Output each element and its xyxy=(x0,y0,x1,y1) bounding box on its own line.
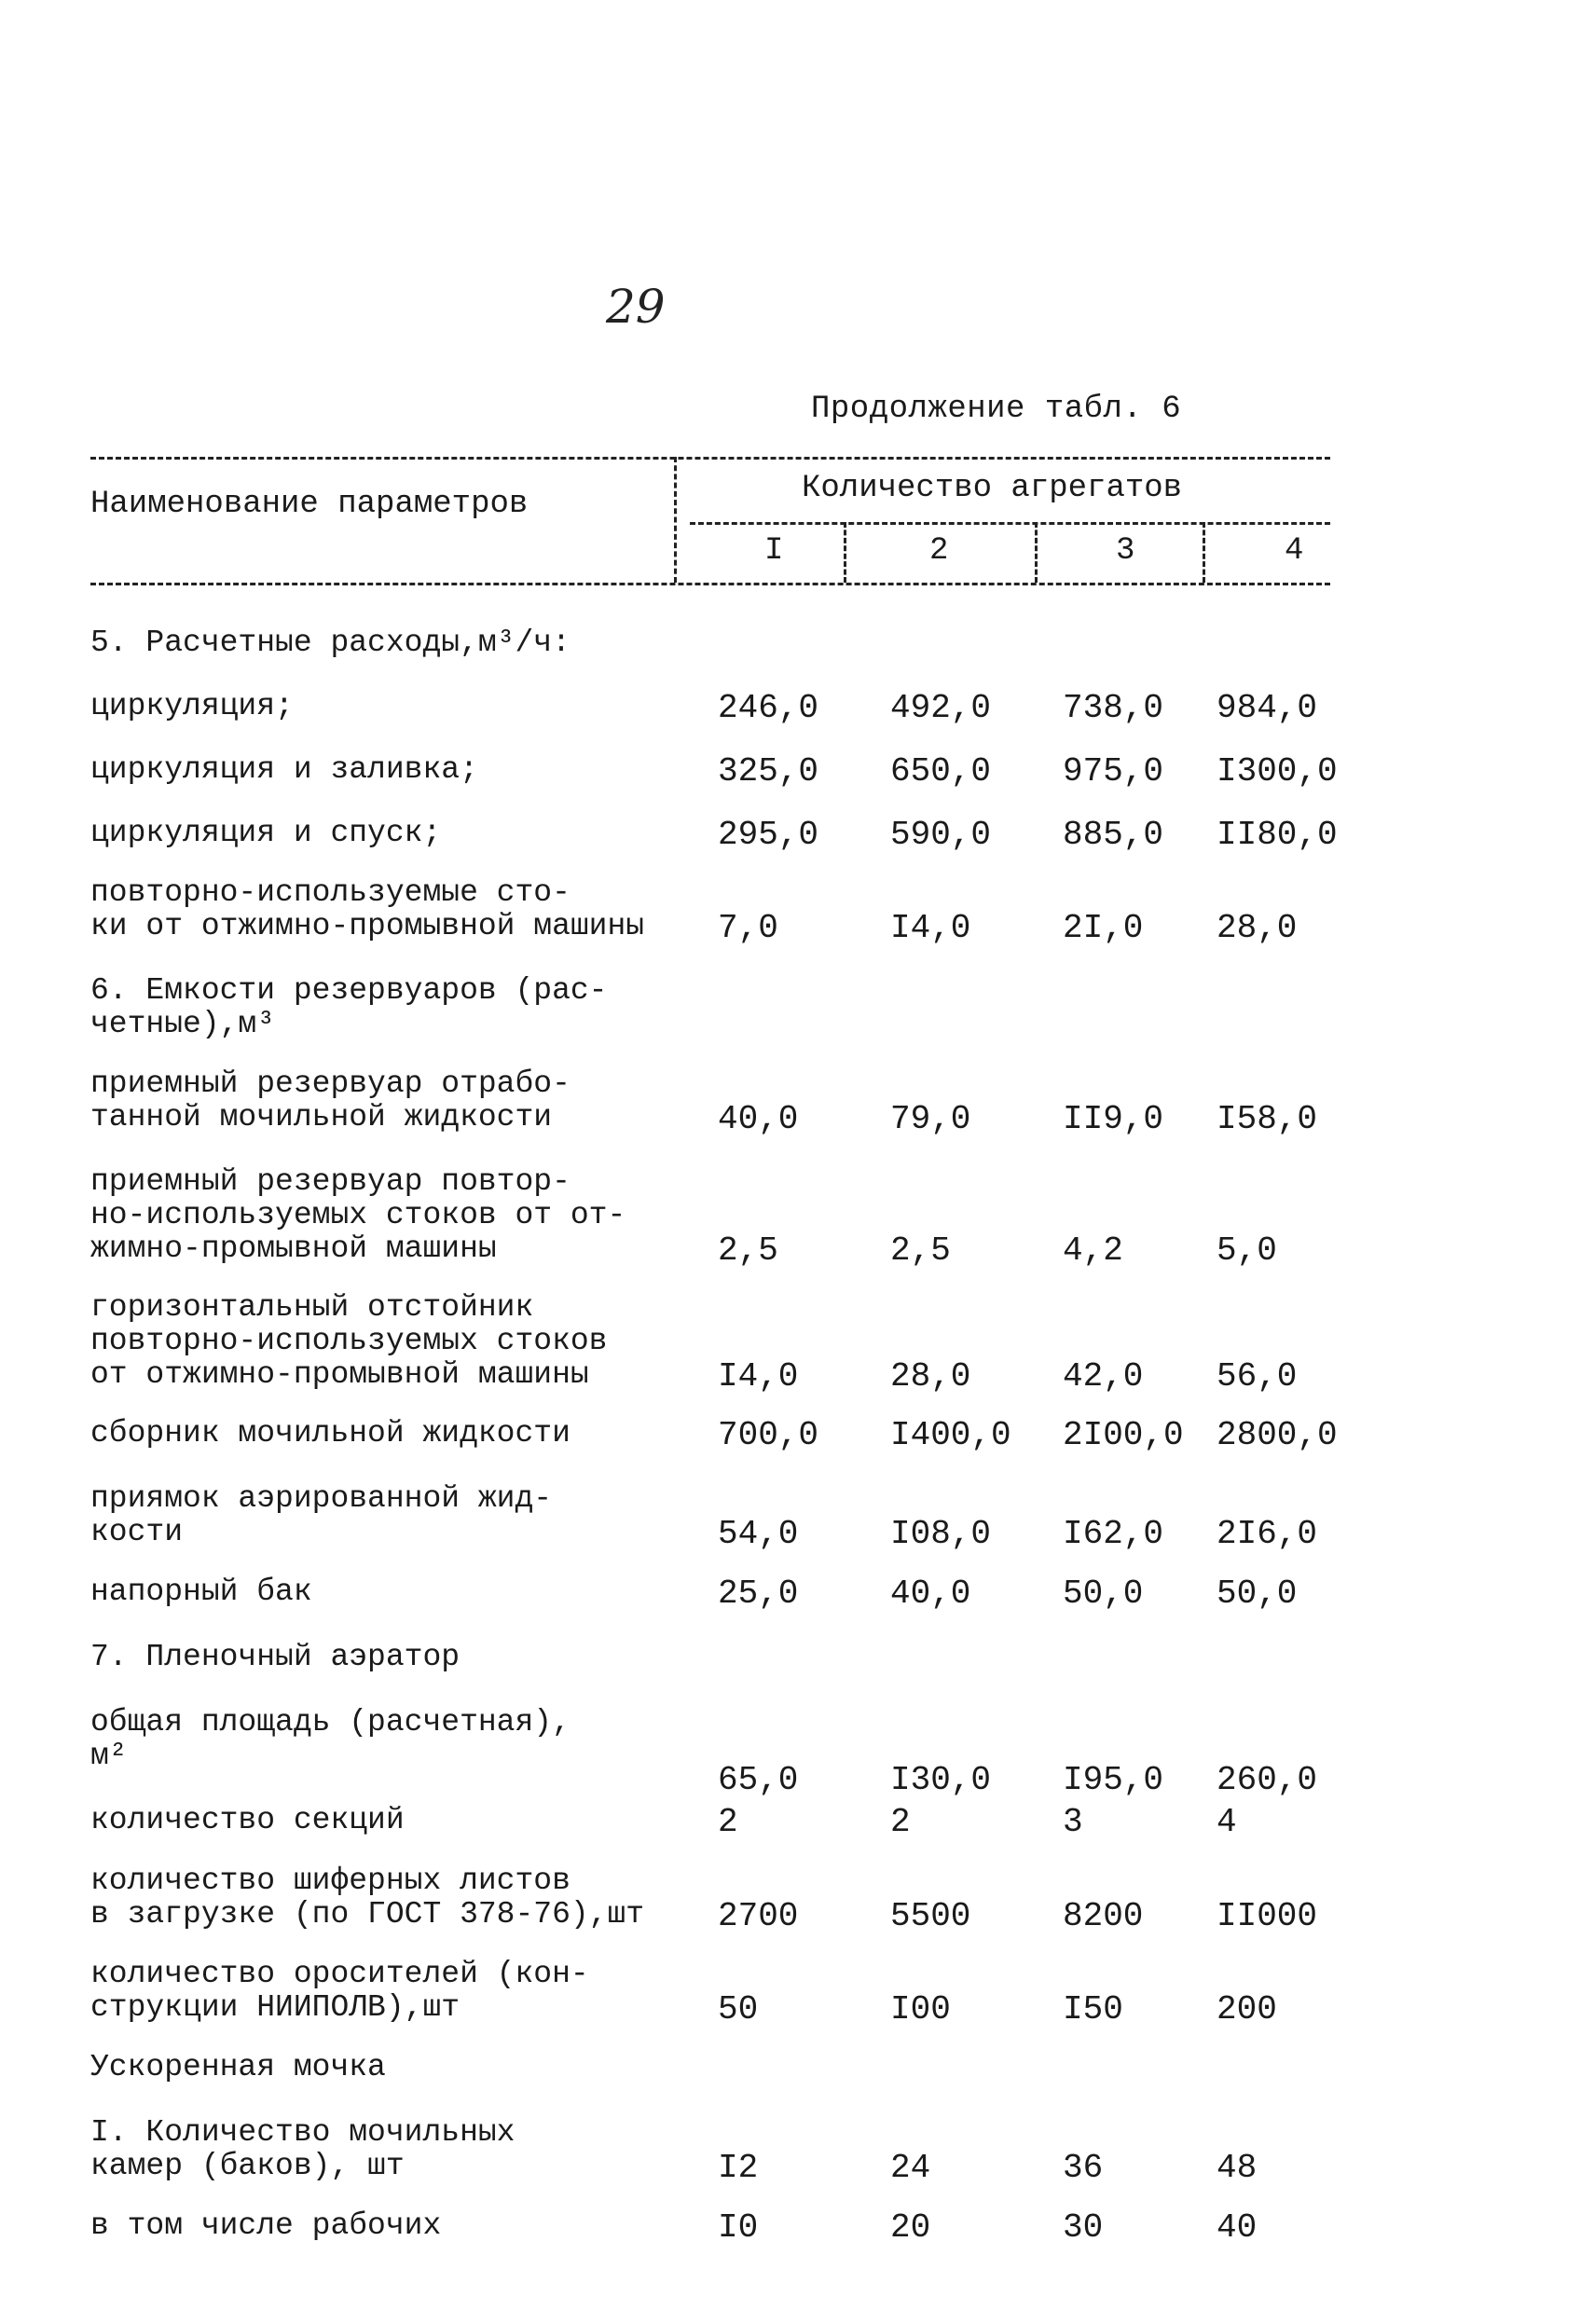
row-label: циркуляция; xyxy=(90,689,294,723)
row-value-col-1: 246,0 xyxy=(718,689,819,727)
row-value-col-4: 48 xyxy=(1217,2149,1258,2187)
row-label: приямок аэрированной жид- кости xyxy=(90,1481,553,1549)
header-mid-rule xyxy=(690,522,1330,525)
row-value-col-1: 50 xyxy=(718,1990,759,2028)
page-number: 29 xyxy=(606,280,666,334)
row-value-col-2: 590,0 xyxy=(890,816,992,854)
row-value-col-2: 650,0 xyxy=(890,752,992,791)
row-label: количество оросителей (кон- струкции НИИПОЛВ),шт xyxy=(90,1957,589,2025)
row-label: циркуляция и спуск; xyxy=(90,816,442,850)
row-value-col-4: 28,0 xyxy=(1217,909,1298,947)
row-value-col-4: 50,0 xyxy=(1217,1575,1298,1613)
row-label: 5. Расчетные расходы,м³/ч: xyxy=(90,626,571,660)
row-value-col-2: I00 xyxy=(890,1990,951,2028)
row-value-col-2: 492,0 xyxy=(890,689,992,727)
col-header-2: 2 xyxy=(929,533,949,569)
row-value-col-2: 2 xyxy=(890,1803,911,1841)
row-label: количество секций xyxy=(90,1803,405,1837)
row-value-col-3: II9,0 xyxy=(1063,1100,1164,1138)
row-value-col-1: I2 xyxy=(718,2149,759,2187)
row-value-col-4: 5,0 xyxy=(1217,1231,1277,1270)
row-value-col-3: 975,0 xyxy=(1063,752,1164,791)
row-label: Ускоренная мочка xyxy=(90,2050,386,2084)
group-column-header: Количество агрегатов xyxy=(802,471,1183,506)
row-value-col-3: 36 xyxy=(1063,2149,1104,2187)
table-continuation-caption: Продолжение табл. 6 xyxy=(811,392,1182,427)
col-header-3: 3 xyxy=(1116,533,1135,569)
row-value-col-1: I0 xyxy=(718,2208,759,2247)
row-value-col-3: I62,0 xyxy=(1063,1515,1164,1553)
row-label: 7. Пленочный аэратор xyxy=(90,1640,461,1674)
row-value-col-3: 42,0 xyxy=(1063,1357,1144,1396)
col-divider-2 xyxy=(1035,522,1038,583)
col-header-1: I xyxy=(764,533,784,569)
row-value-col-3: I95,0 xyxy=(1063,1761,1164,1799)
row-value-col-1: 2 xyxy=(718,1803,738,1841)
row-value-col-4: I300,0 xyxy=(1217,752,1338,791)
row-value-col-4: 2I6,0 xyxy=(1217,1515,1318,1553)
row-value-col-2: 20 xyxy=(890,2208,931,2247)
row-value-col-1: 40,0 xyxy=(718,1100,799,1138)
table-top-rule xyxy=(90,457,1330,460)
row-value-col-1: 700,0 xyxy=(718,1416,819,1454)
row-label: I. Количество мочильных камер (баков), шт xyxy=(90,2115,516,2183)
row-value-col-3: 2I00,0 xyxy=(1063,1416,1184,1454)
row-value-col-2: I400,0 xyxy=(890,1416,1011,1454)
row-value-col-4: 984,0 xyxy=(1217,689,1318,727)
row-value-col-1: 325,0 xyxy=(718,752,819,791)
row-value-col-2: 79,0 xyxy=(890,1100,971,1138)
row-value-col-3: 4,2 xyxy=(1063,1231,1123,1270)
col-divider-1 xyxy=(844,522,846,583)
param-column-header: Наименование параметров xyxy=(90,487,529,522)
header-divider xyxy=(674,457,677,583)
row-value-col-1: 54,0 xyxy=(718,1515,799,1553)
row-value-col-4: II000 xyxy=(1217,1897,1318,1935)
row-label: общая площадь (расчетная), м² xyxy=(90,1705,571,1773)
row-label: сборник мочильной жидкости xyxy=(90,1416,571,1451)
col-divider-3 xyxy=(1203,522,1205,583)
row-value-col-4: 2800,0 xyxy=(1217,1416,1338,1454)
row-value-col-1: 25,0 xyxy=(718,1575,799,1613)
row-label: повторно-используемые сто- ки от отжимно-промывной машины xyxy=(90,875,645,943)
row-value-col-2: 28,0 xyxy=(890,1357,971,1396)
row-value-col-1: 65,0 xyxy=(718,1761,799,1799)
row-label: в том числе рабочих xyxy=(90,2208,442,2243)
row-value-col-3: 2I,0 xyxy=(1063,909,1144,947)
row-value-col-4: 4 xyxy=(1217,1803,1237,1841)
row-value-col-3: 50,0 xyxy=(1063,1575,1144,1613)
row-label: горизонтальный отстойник повторно-используемых стоков от отжимно-промывной машины xyxy=(90,1290,608,1392)
row-value-col-3: 885,0 xyxy=(1063,816,1164,854)
row-value-col-4: II80,0 xyxy=(1217,816,1338,854)
row-value-col-2: I4,0 xyxy=(890,909,971,947)
row-value-col-2: 40,0 xyxy=(890,1575,971,1613)
row-value-col-1: 2700 xyxy=(718,1897,799,1935)
row-label: напорный бак xyxy=(90,1575,312,1609)
row-value-col-2: 24 xyxy=(890,2149,931,2187)
row-value-col-1: I4,0 xyxy=(718,1357,799,1396)
row-value-col-4: 56,0 xyxy=(1217,1357,1298,1396)
row-label: приемный резервуар отрабо- танной мочильной жидкости xyxy=(90,1066,571,1134)
row-value-col-3: 8200 xyxy=(1063,1897,1144,1935)
row-value-col-3: 738,0 xyxy=(1063,689,1164,727)
row-label: циркуляция и заливка; xyxy=(90,752,478,787)
row-label: приемный резервуар повтор- но-используемых стоков от от- жимно-промывной машины xyxy=(90,1164,626,1266)
row-label: 6. Емкости резервуаров (рас- четные),м³ xyxy=(90,973,608,1041)
col-header-4: 4 xyxy=(1285,533,1304,569)
row-value-col-3: 30 xyxy=(1063,2208,1104,2247)
row-value-col-4: 40 xyxy=(1217,2208,1258,2247)
row-value-col-3: I50 xyxy=(1063,1990,1123,2028)
row-label: количество шиферных листов в загрузке (по ГОСТ 378-76),шт xyxy=(90,1863,645,1932)
row-value-col-4: I58,0 xyxy=(1217,1100,1318,1138)
row-value-col-4: 200 xyxy=(1217,1990,1277,2028)
row-value-col-1: 295,0 xyxy=(718,816,819,854)
row-value-col-2: 2,5 xyxy=(890,1231,951,1270)
header-bottom-rule xyxy=(90,583,1330,585)
row-value-col-2: 5500 xyxy=(890,1897,971,1935)
row-value-col-1: 2,5 xyxy=(718,1231,778,1270)
row-value-col-2: I08,0 xyxy=(890,1515,992,1553)
row-value-col-4: 260,0 xyxy=(1217,1761,1318,1799)
row-value-col-2: I30,0 xyxy=(890,1761,992,1799)
row-value-col-3: 3 xyxy=(1063,1803,1083,1841)
row-value-col-1: 7,0 xyxy=(718,909,778,947)
